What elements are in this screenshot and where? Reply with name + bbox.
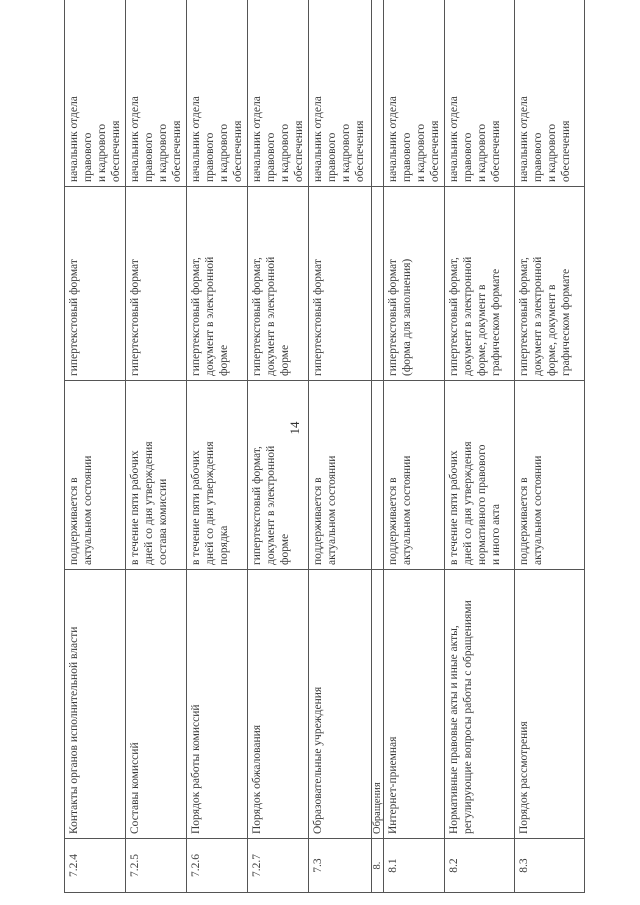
text-line: актуальном состоянии (532, 455, 544, 565)
cell-section (445, 570, 515, 839)
cell-section (384, 570, 445, 839)
cell-format (384, 187, 445, 381)
text-line: и кадрового (340, 123, 352, 182)
text-line: форме (279, 533, 291, 565)
cell-timing (384, 381, 445, 570)
text-line: обеспечения (171, 120, 183, 182)
text-line: форме (279, 344, 291, 376)
text-line: Интернет-приемная (387, 736, 399, 834)
cell-timing (309, 381, 372, 570)
text-line: гипертекстовый формат (387, 259, 399, 376)
text-line: начальник отдела (518, 96, 530, 182)
text-line: поддерживается в (518, 477, 530, 565)
text-line: правового (532, 132, 544, 182)
text-line: обеспечения (232, 120, 244, 182)
cell-format (372, 187, 384, 381)
text-line: регулирующие вопросы работы с обращениями (462, 600, 474, 834)
cell-responsible (309, 0, 372, 187)
text-line: Порядок работы комиссий (190, 704, 202, 834)
cell-section (126, 570, 187, 839)
text-line: документ в электронной (265, 256, 277, 376)
cell-section (515, 570, 585, 839)
text-line: документ в электронной (462, 256, 474, 376)
cell-section (372, 570, 384, 839)
cell-responsible (384, 0, 445, 187)
text-line: форме, документ в (546, 284, 558, 376)
text-line: актуальном состоянии (82, 455, 94, 565)
cell-format (126, 187, 187, 381)
cell-section (248, 570, 309, 839)
text-line: поддерживается в (68, 477, 80, 565)
text-line: Контакты органов исполнительной власти (68, 626, 80, 834)
cell-responsible (372, 0, 384, 187)
text-line: правового (265, 132, 277, 182)
text-line: обеспечения (429, 120, 441, 182)
cell-format (187, 187, 248, 381)
cell-timing (445, 381, 515, 570)
table-row (384, 0, 445, 893)
cell-number: 7.2.7 (248, 839, 309, 893)
text-line: обеспечения (354, 120, 366, 182)
text-line: и иного акта (490, 504, 502, 565)
cell-responsible (248, 0, 309, 187)
page-number: 14 (287, 421, 302, 435)
text-line: графическом формате (490, 268, 502, 376)
text-line: документ в электронной (204, 256, 216, 376)
text-line: дней со дня утверждения (143, 441, 155, 565)
text-line: гипертекстовый формат, (518, 257, 530, 376)
cell-number: 8.1 (384, 839, 445, 893)
cell-responsible (65, 0, 126, 187)
text-line: нормативного правового (476, 444, 488, 565)
text-line: обеспечения (110, 120, 122, 182)
text-line: форме (218, 344, 230, 376)
cell-number: 7.3 (309, 839, 372, 893)
text-line: Составы комиссий (129, 742, 141, 834)
text-line: поддерживается в (387, 477, 399, 565)
cell-format (445, 187, 515, 381)
text-line: и кадрового (476, 123, 488, 182)
cell-number: 8.2 (445, 839, 515, 893)
text-line: дней со дня утверждения (204, 441, 216, 565)
table-row (126, 0, 187, 893)
cell-format (248, 187, 309, 381)
text-line: актуальном состоянии (326, 455, 338, 565)
cell-timing (187, 381, 248, 570)
text-line: и кадрового (279, 123, 291, 182)
text-line: обеспечения (293, 120, 305, 182)
cell-responsible (126, 0, 187, 187)
cell-timing (248, 381, 309, 570)
text-line: гипертекстовый формат, (251, 257, 263, 376)
text-line: начальник отдела (190, 96, 202, 182)
cell-section (187, 570, 248, 839)
text-line: актуальном состоянии (401, 455, 413, 565)
text-line: начальник отдела (129, 96, 141, 182)
text-line: гипертекстовый формат, (448, 257, 460, 376)
cell-format (309, 187, 372, 381)
text-line: гипертекстовый формат (68, 259, 80, 376)
text-line: и кадрового (546, 123, 558, 182)
cell-responsible (445, 0, 515, 187)
cell-section (65, 570, 126, 839)
text-line: поддерживается в (312, 477, 324, 565)
text-line: Образовательные учреждения (312, 686, 324, 834)
cell-number: 8.3 (515, 839, 585, 893)
text-line: начальник отдела (448, 96, 460, 182)
text-line: начальник отдела (312, 96, 324, 182)
text-line: начальник отдела (387, 96, 399, 182)
text-line: правового (82, 132, 94, 182)
text-line: состава комиссии (157, 478, 169, 565)
cell-timing (372, 381, 384, 570)
text-line: документ в электронной (265, 445, 277, 565)
text-line: гипертекстовый формат (129, 259, 141, 376)
text-line: Порядок рассмотрения (518, 721, 530, 834)
cell-number: 7.2.6 (187, 839, 248, 893)
publication-schedule-table (64, 0, 585, 893)
text-line: правового (326, 132, 338, 182)
table-row (515, 0, 585, 893)
cell-section (309, 570, 372, 839)
text-line: гипертекстовый формат (312, 259, 324, 376)
text-line: и кадрового (415, 123, 427, 182)
text-line: форме, документ в (476, 284, 488, 376)
table-row (372, 0, 384, 893)
text-line: дней со дня утверждения (462, 441, 474, 565)
rotated-table-container (64, 43, 572, 893)
text-line: правового (401, 132, 413, 182)
cell-responsible (187, 0, 248, 187)
cell-format (515, 187, 585, 381)
table-row (248, 0, 309, 893)
cell-timing (126, 381, 187, 570)
table-row (445, 0, 515, 893)
text-line: (форма для заполнения) (401, 258, 413, 376)
table-row (65, 0, 126, 893)
table-row (187, 0, 248, 893)
text-line: Нормативные правовые акты и иные акты, (448, 625, 460, 834)
cell-responsible (515, 0, 585, 187)
text-line: Порядок обжалования (251, 724, 263, 834)
text-line: правового (204, 132, 216, 182)
text-line: графическом формате (560, 268, 572, 376)
text-line: гипертекстовый формат, (251, 446, 263, 565)
text-line: в течение пяти рабочих (190, 450, 202, 565)
text-line: порядка (218, 525, 230, 565)
text-line: в течение пяти рабочих (448, 450, 460, 565)
text-line: гипертекстовый формат, (190, 257, 202, 376)
text-line: в течение пяти рабочих (129, 450, 141, 565)
cell-number: 7.2.5 (126, 839, 187, 893)
text-line: обеспечения (560, 120, 572, 182)
cell-timing (515, 381, 585, 570)
text-line: и кадрового (96, 123, 108, 182)
text-line: документ в электронной (532, 256, 544, 376)
table-body (65, 0, 585, 893)
text-line: начальник отдела (68, 96, 80, 182)
cell-format (65, 187, 126, 381)
text-line: Обращения (372, 782, 383, 834)
text-line: начальник отдела (251, 96, 263, 182)
cell-number: 8. (372, 839, 384, 893)
cell-timing (65, 381, 126, 570)
table-row (309, 0, 372, 893)
text-line: и кадрового (157, 123, 169, 182)
text-line: и кадрового (218, 123, 230, 182)
cell-number: 7.2.4 (65, 839, 126, 893)
text-line: правового (143, 132, 155, 182)
text-line: правового (462, 132, 474, 182)
text-line: обеспечения (490, 120, 502, 182)
